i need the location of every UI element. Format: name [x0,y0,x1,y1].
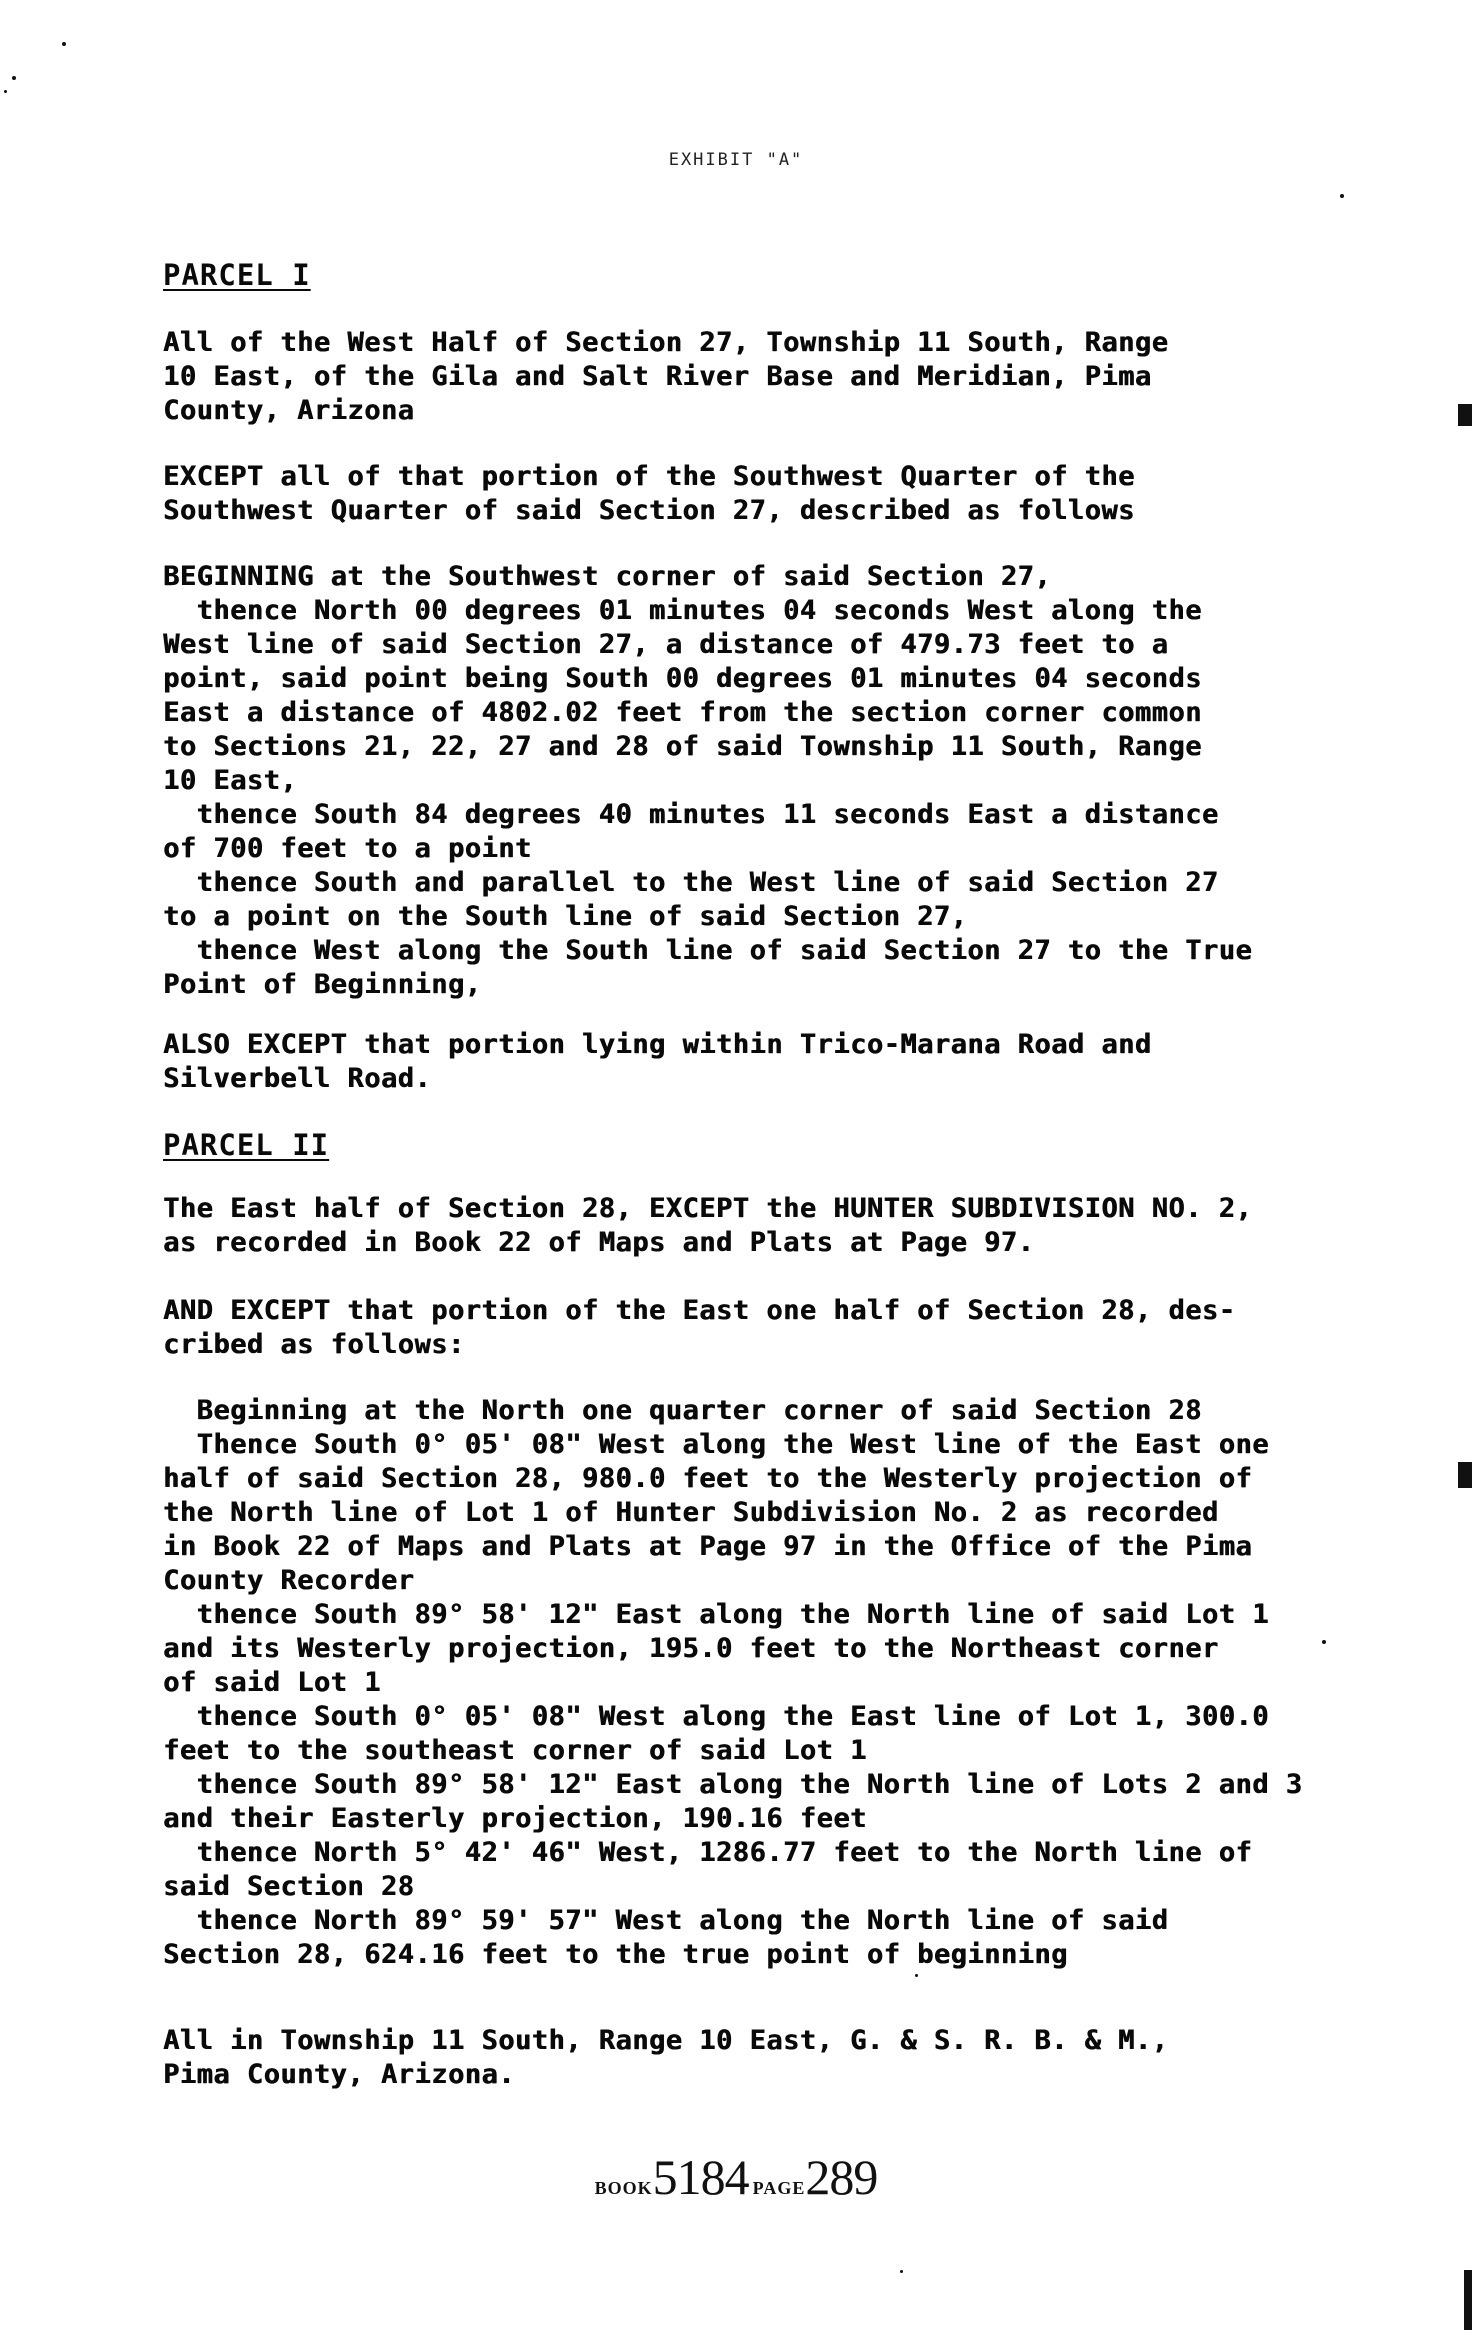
text-line: to Sections 21, 22, 27 and 28 of said Township 11 South, Range [163,731,1202,762]
text-line: County Recorder [163,1565,415,1596]
text-line: AND EXCEPT that portion of the East one half of Section 28, des- [163,1295,1236,1326]
parcel-1-exception [163,460,1343,528]
page-label: PAGE [752,2178,806,2198]
text-line: thence South and parallel to the West line of said Section 27 [163,867,1219,898]
text-line: Pima County, Arizona. [163,2059,515,2090]
scan-edge-mark [1464,2270,1472,2330]
scan-speck [12,76,16,80]
text-line: point, said point being South 00 degrees 01 minutes 04 seconds [163,663,1202,694]
parcel-2-metes-and-bounds [163,1394,1343,1972]
scan-speck [900,2270,903,2273]
text-line: the North line of Lot 1 of Hunter Subdivision No. 2 as recorded [163,1497,1219,1528]
text-line: ALSO EXCEPT that portion lying within Trico-Marana Road and [163,1029,1152,1060]
exhibit-title: EXHIBIT "A" [668,150,804,170]
page-number: 289 [805,2149,878,2205]
parcel-1-metes-and-bounds [163,560,1343,1002]
scan-edge-mark [1458,1462,1472,1488]
parcel-1-heading: PARCEL I [163,258,311,292]
text-line: cribed as follows: [163,1329,465,1360]
text-line: East a distance of 4802.02 feet from the section corner common [163,697,1202,728]
text-line: BEGINNING at the Southwest corner of said Section 27, [163,561,1052,592]
parcel-2-heading: PARCEL II [163,1128,330,1162]
text-line: thence North 00 degrees 01 minutes 04 seconds West along the [163,595,1202,626]
scan-speck [1340,194,1344,198]
scan-speck [62,42,66,46]
scan-edge-mark [1458,404,1472,426]
text-line: to a point on the South line of said Section 27, [163,901,968,932]
text-line: feet to the southeast corner of said Lot 1 [163,1735,867,1766]
scan-speck [4,90,7,93]
parcel-2-description [163,1192,1343,1260]
text-line: of said Lot 1 [163,1667,381,1698]
text-line: County, Arizona [163,395,415,426]
text-line: thence South 84 degrees 40 minutes 11 seconds East a distance [163,799,1219,830]
text-line: and their Easterly projection, 190.16 feet [163,1803,867,1834]
text-line: thence South 0° 05' 08" West along the East line of Lot 1, 300.0 [163,1701,1269,1732]
text-line: All of the West Half of Section 27, Township 11 South, Range [163,327,1169,358]
text-line: 10 East, of the Gila and Salt River Base and Meridian, Pima [163,361,1152,392]
parcel-2-exception [163,1294,1343,1362]
book-number: 5184 [652,2149,749,2205]
text-line: West line of said Section 27, a distance of 479.73 feet to a [163,629,1169,660]
text-line: Section 28, 624.16 feet to the true point of beginning [163,1939,1068,1970]
text-line: and its Westerly projection, 195.0 feet to the Northeast corner [163,1633,1219,1664]
text-line: Beginning at the North one quarter corner of said Section 28 [163,1395,1202,1426]
text-line: Southwest Quarter of said Section 27, described as follows [163,495,1135,526]
text-line: Thence South 0° 05' 08" West along the West line of the East one [163,1429,1269,1460]
text-line: Point of Beginning, [163,969,482,1000]
parcel-1-description [163,326,1343,428]
text-line: thence South 89° 58' 12" East along the North line of said Lot 1 [163,1599,1269,1630]
text-line: 10 East, [163,765,298,796]
text-line: in Book 22 of Maps and Plats at Page 97 in the Office of the Pima [163,1531,1253,1562]
book-label: BOOK [594,2178,653,2198]
recording-stamp [0,2148,1472,2206]
text-line: said Section 28 [163,1871,415,1902]
text-line: Silverbell Road. [163,1063,432,1094]
text-line: thence South 89° 58' 12" East along the North line of Lots 2 and 3 [163,1769,1303,1800]
text-line: of 700 feet to a point [163,833,532,864]
text-line: thence North 5° 42' 46" West, 1286.77 feet to the North line of [163,1837,1253,1868]
text-line: half of said Section 28, 980.0 feet to the Westerly projection of [163,1463,1253,1494]
text-line: The East half of Section 28, EXCEPT the HUNTER SUBDIVISION NO. 2, [163,1193,1253,1224]
text-line: as recorded in Book 22 of Maps and Plats at Page 97. [163,1227,1035,1258]
closing-statement [163,2024,1343,2092]
parcel-1-also-except [163,1028,1343,1096]
text-line: EXCEPT all of that portion of the Southwest Quarter of the [163,461,1135,492]
scan-speck [915,1974,918,1977]
text-line: thence West along the South line of said Section 27 to the True [163,935,1253,966]
scan-speck [1322,1640,1326,1644]
text-line: thence North 89° 59' 57" West along the North line of said [163,1905,1169,1936]
text-line: All in Township 11 South, Range 10 East, G. & S. R. B. & M., [163,2025,1169,2056]
